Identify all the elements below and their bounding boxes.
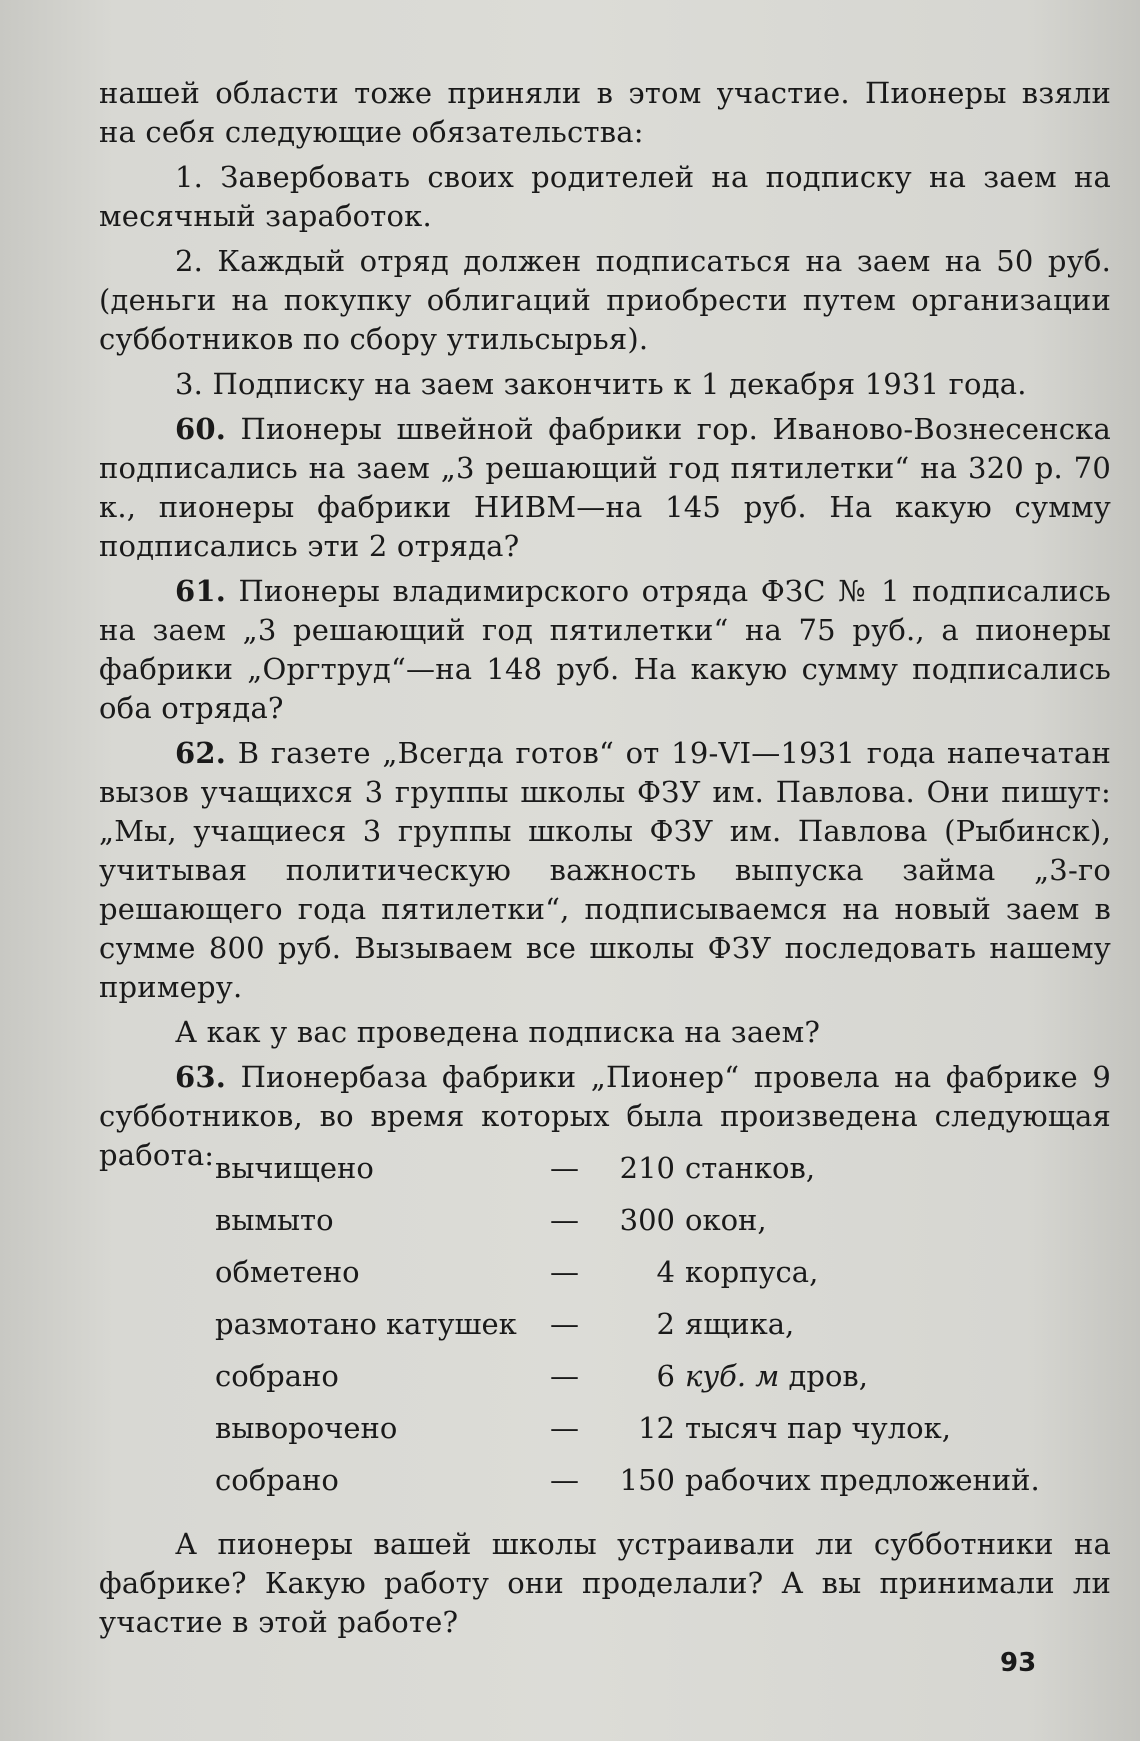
obligation-1 xyxy=(99,158,1111,236)
work-row xyxy=(215,1298,1095,1350)
work-amount: 210 xyxy=(619,1151,675,1185)
problem-number: 62. xyxy=(175,736,227,770)
work-label: собрано xyxy=(215,1463,339,1497)
work-dash: — xyxy=(550,1411,579,1445)
work-unit xyxy=(685,1402,951,1454)
work-amount: 150 xyxy=(619,1463,675,1497)
closing-question xyxy=(99,1525,1111,1648)
work-label: собрано xyxy=(215,1359,339,1393)
paragraph-text: 3. Подписку на заем закончить к 1 декабря 1931 года. xyxy=(175,367,1027,401)
work-row xyxy=(215,1350,1095,1402)
page-number: 93 xyxy=(1000,1648,1037,1678)
work-unit xyxy=(685,1298,794,1350)
work-unit xyxy=(685,1194,767,1246)
work-row xyxy=(215,1402,1095,1454)
work-unit xyxy=(685,1246,818,1298)
work-unit-text: ящика, xyxy=(685,1307,795,1341)
work-amount: 6 xyxy=(656,1359,675,1393)
work-label: вычищено xyxy=(215,1151,374,1185)
work-dash: — xyxy=(550,1307,579,1341)
work-amount: 300 xyxy=(619,1203,675,1237)
work-dash: — xyxy=(550,1359,579,1393)
work-dash: — xyxy=(550,1203,579,1237)
closing-paragraph xyxy=(99,1525,1111,1642)
work-unit-text: тысяч пар чулок, xyxy=(685,1411,951,1445)
work-amount: 4 xyxy=(656,1255,675,1289)
work-unit-text: корпуса, xyxy=(685,1255,819,1289)
problem-60 xyxy=(99,410,1111,566)
work-dash: — xyxy=(550,1463,579,1497)
work-amount: 2 xyxy=(656,1307,675,1341)
work-unit-text: рабочих предложений. xyxy=(685,1463,1040,1497)
work-label: обметено xyxy=(215,1255,360,1289)
problem-61 xyxy=(99,572,1111,728)
work-unit-text: станков, xyxy=(685,1151,816,1185)
work-row xyxy=(215,1142,1095,1194)
work-unit xyxy=(685,1350,868,1402)
work-unit xyxy=(685,1454,1040,1506)
work-row xyxy=(215,1454,1095,1506)
work-unit xyxy=(685,1142,815,1194)
problem-number: 61. xyxy=(175,574,227,608)
paragraph-text: А пионеры вашей школы устраивали ли субботники на фабрике? Какую работу они проделали? А вы принимали ли участие в этой работе? xyxy=(99,1527,1111,1639)
work-dash: — xyxy=(550,1255,579,1289)
problem-62-question xyxy=(99,1013,1111,1052)
paragraph-text: А как у вас проведена подписка на заем? xyxy=(175,1015,821,1049)
problem-number: 63. xyxy=(175,1060,227,1094)
paragraph-text: нашей области тоже приняли в этом участие. Пионеры взяли на себя следующие обязательства: xyxy=(99,76,1111,149)
obligation-2 xyxy=(99,242,1111,359)
work-unit-text: окон, xyxy=(685,1203,767,1237)
paragraph-text: В газете „Всегда готов“ от 19-VI—1931 года напечатан вызов учащихся 3 группы школы ФЗУ им. Павлова. Они пишут: „Мы, учащиеся 3 группы школы ФЗУ им. Павлова (Рыбинск), учитывая политическую важность выпуска займа „3-го решающего года пятилетки“, подписываемся на новый заем в сумме 800 руб. Вызываем все школы ФЗУ последовать нашему примеру. xyxy=(99,736,1111,1004)
work-row xyxy=(215,1246,1095,1298)
paragraph-text: Пионеры владимирского отряда ФЗС № 1 подписались на заем „3 решающий год пятилетки“ на 75 руб., а пионеры фабрики „Оргтруд“—на 148 руб. На какую сумму подписались оба отряда? xyxy=(99,574,1111,725)
paragraph-continuation xyxy=(99,74,1111,152)
work-list xyxy=(215,1142,1095,1506)
work-label: выворочено xyxy=(215,1411,398,1445)
paragraph-text: 1. Завербовать своих родителей на подписку на заем на месячный заработок. xyxy=(99,160,1111,233)
body-text xyxy=(99,74,1111,1181)
work-label: размотано катушек xyxy=(215,1307,517,1341)
work-label: вымыто xyxy=(215,1203,334,1237)
work-amount: 12 xyxy=(638,1411,675,1445)
work-unit-italic: куб. м xyxy=(685,1359,780,1393)
obligation-3 xyxy=(99,365,1111,404)
work-dash: — xyxy=(550,1151,579,1185)
paragraph-text: Пионеры швейной фабрики гор. Иваново-Вознесенска подписались на заем „3 решающий год пятилетки“ на 320 р. 70 к., пионеры фабрики НИВМ—на 145 руб. На какую сумму подписались эти 2 отряда? xyxy=(99,412,1111,563)
problem-62 xyxy=(99,734,1111,1007)
paragraph-text: 2. Каждый отряд должен подписаться на заем на 50 руб. (деньги на покупку облигаций приобрести путем организации субботников по сбору утильсырья). xyxy=(99,244,1111,356)
work-row xyxy=(215,1194,1095,1246)
problem-number: 60. xyxy=(175,412,227,446)
work-unit-text: дров, xyxy=(779,1359,868,1393)
paragraph-text: Пионербаза фабрики „Пионер“ провела на фабрике 9 субботников, во время которых была произведена следующая работа: xyxy=(99,1060,1111,1172)
